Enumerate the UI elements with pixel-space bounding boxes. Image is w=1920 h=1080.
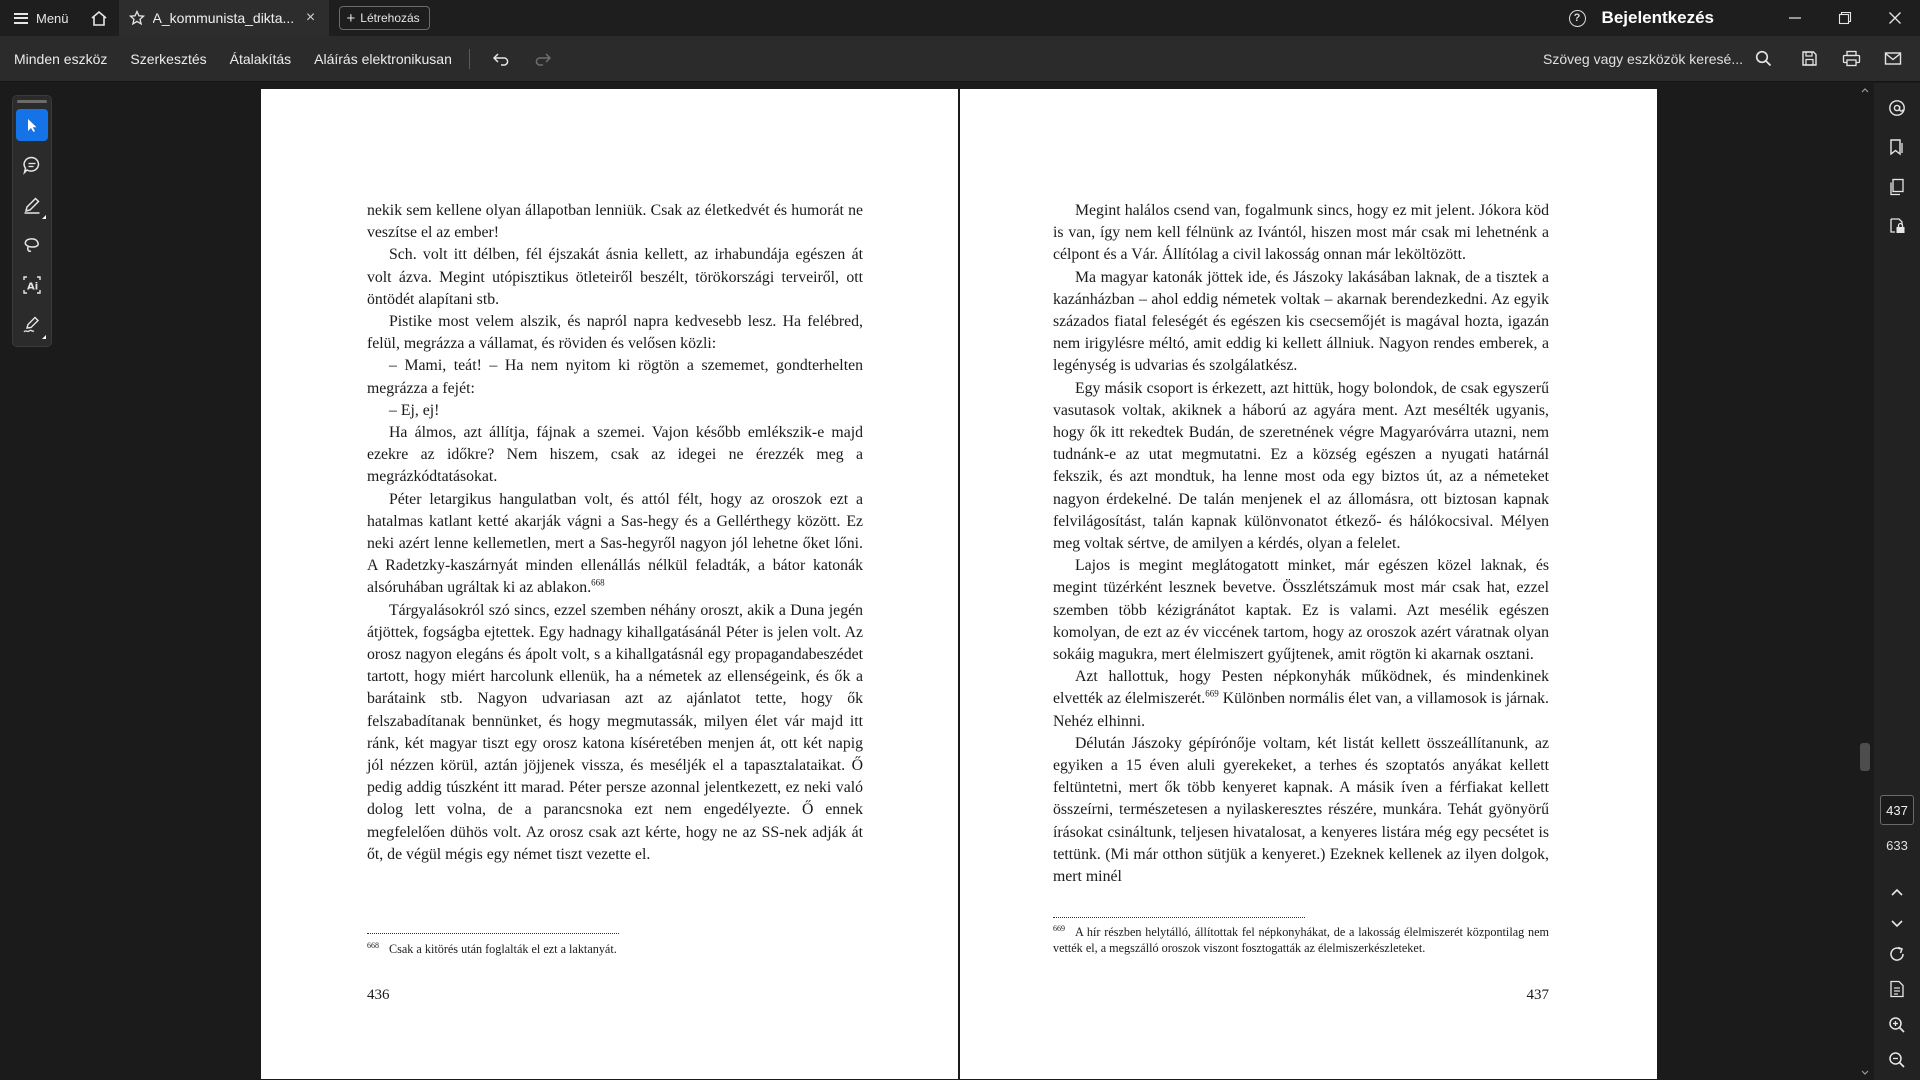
vertical-scrollbar[interactable] bbox=[1858, 83, 1872, 1080]
paragraph: Pistike most velem alszik, és napról napra kedvesebb lesz. Ha felébred, felül, megrázza a vállamat, és röviden és velősen közli: bbox=[367, 313, 863, 353]
save-button[interactable] bbox=[1788, 44, 1830, 74]
highlight-tool-button[interactable] bbox=[16, 189, 48, 221]
paragraph-text: Péter letargikus hangulatban volt, és attól félt, hogy az oroszok ezt a hatalmas katlant ketté akarják vágni a Sas-hegy és a Gellérthegy között. Ez neki azért lenne kellemetlen, mert a Sas-hegyről nagyon jól lehetne őket lőni. A Radetzky-kaszárnyát minden ellenállás nélkül feladták, a bátor katonák alsóruhában ugráltak ki az ablakon. bbox=[367, 490, 863, 597]
page-number: 437 bbox=[1526, 987, 1549, 1003]
current-page-input[interactable]: 437 bbox=[1880, 795, 1914, 825]
title-bar bbox=[0, 0, 1920, 36]
undo-icon bbox=[492, 52, 512, 66]
footnote-marker[interactable]: 668 bbox=[591, 578, 605, 589]
star-icon[interactable] bbox=[129, 10, 145, 26]
sign-in-button[interactable]: Bejelentkezés bbox=[1601, 8, 1714, 27]
tab-e-sign[interactable]: Aláírás elektronikusan bbox=[314, 50, 452, 67]
menu-button[interactable] bbox=[0, 0, 79, 36]
page-436 bbox=[261, 89, 958, 1079]
search-icon[interactable] bbox=[1755, 50, 1772, 67]
page-body-text bbox=[1053, 200, 1549, 888]
scroll-thumb[interactable] bbox=[1860, 743, 1870, 771]
comments-panel-button[interactable] bbox=[1882, 93, 1912, 123]
footnote-separator bbox=[1053, 917, 1305, 918]
svg-text:Ai: Ai bbox=[27, 281, 39, 293]
plus-icon: + bbox=[346, 9, 356, 27]
paragraph-with-footnote bbox=[1053, 666, 1549, 733]
footnote bbox=[367, 941, 863, 957]
paragraph: – Mami, teát! – Ha nem nyitom ki rögtön a szememet, gondterhelten megrázza a fejét: bbox=[367, 357, 863, 397]
page-fit-icon bbox=[1888, 980, 1906, 998]
close-window-button[interactable] bbox=[1870, 0, 1920, 36]
page-display-button[interactable] bbox=[1882, 974, 1912, 1004]
paragraph-with-footnote bbox=[367, 489, 863, 600]
toolbar-divider bbox=[469, 49, 470, 69]
tab-all-tools[interactable]: Minden eszköz bbox=[14, 50, 108, 67]
paragraph: Ha álmos, azt állítja, fájnak a szemei. Vajon később emlékszik-e majd ezekre az időkre? Nem hiszem, csak az idegei ne érezzék meg a megrázkódtatásokat. bbox=[367, 424, 863, 486]
paragraph: Lajos is megint meglátogatott minket, már egészen közel laknak, és megint tüzérként lesznek bevetve. Összlétszámuk most már csak hat, ezzel szemben több kézigránátot kaptak. Ez is valami. Azt mesélik egészen komolyan, de ezt az év viccének tartom, hogy az oroszok azért váratnak olyan sokáig magukra, mert élelmiszert gyűjtenek, amit rögtön ki akarnak osztani. bbox=[1053, 557, 1549, 664]
scroll-down-arrow[interactable] bbox=[1860, 1068, 1870, 1078]
right-side-rail bbox=[1874, 83, 1920, 1080]
more-options-indicator bbox=[42, 215, 46, 219]
search-box[interactable] bbox=[1543, 50, 1772, 67]
tab-convert[interactable]: Átalakítás bbox=[229, 50, 292, 67]
redo-button[interactable] bbox=[522, 44, 562, 74]
footnote-number: 669 bbox=[1053, 923, 1065, 933]
close-tab-icon[interactable]: × bbox=[305, 9, 316, 26]
hamburger-icon bbox=[14, 13, 28, 24]
zoom-in-button[interactable] bbox=[1882, 1010, 1912, 1040]
rotate-button[interactable] bbox=[1882, 939, 1912, 969]
tab-edit[interactable]: Szerkesztés bbox=[130, 50, 207, 67]
create-button[interactable] bbox=[339, 6, 430, 30]
email-button[interactable] bbox=[1872, 44, 1914, 74]
paragraph: Délután Jászoky gépírónője voltam, két listát kellett összeállítanunk, az egyiken a 15 éven aluli gyerekeket, a terhes és szoptatós anyákat kellett feltüntetni, mert ők több kenyeret kapnak. A másik íven a férfiakat kellett összeírni, természetesen a nyilaskeresztes részére, munkára. Tehát gyönyörű írásokat csináltunk, teljesen hivatalosat, a kenyeres listára még egy pecsétet is tettünk. (Mi már otthon sütjük a kenyeret.) Ezeknek kellenek az ilyen dolgok, mert minél bbox=[1053, 734, 1549, 886]
paragraph: Ma magyar katonák jöttek ide, és Jászoky lakásában laknak, de a tisztek a kazánházban – ahol eddig németek voltak – akarnak berendezkedni. Az egyik százados fiatal feleségét és egészen kis csecsemőjét is magával hozta, igazán nem irigylésre méltó, amit eddig ki kellett állniuk. Nagyon rendes emberek, a legénység is udvarias és szolgálatkész. bbox=[1053, 268, 1549, 375]
paragraph: Sch. volt itt délben, fél éjszakát ásnia kellett, az irhabundája egészen át volt ázva. Megint utópisztikus ötleteiről beszélt, törökországi terveiről, ott öntödét alapítani stb. bbox=[367, 246, 863, 308]
chevron-down-icon bbox=[1890, 919, 1904, 929]
document-tab[interactable] bbox=[119, 0, 329, 36]
select-tool-button[interactable] bbox=[16, 109, 48, 141]
home-button[interactable] bbox=[79, 0, 119, 36]
page-number: 436 bbox=[367, 987, 390, 1003]
zoom-out-button[interactable] bbox=[1882, 1045, 1912, 1075]
help-icon[interactable]: ? bbox=[1569, 10, 1586, 27]
protect-panel-button[interactable] bbox=[1882, 211, 1912, 241]
comment-tool-button[interactable] bbox=[16, 149, 48, 181]
restore-button[interactable] bbox=[1820, 0, 1870, 36]
at-comment-icon bbox=[1888, 99, 1906, 117]
pages-panel-button[interactable] bbox=[1882, 172, 1912, 202]
save-icon bbox=[1801, 50, 1818, 67]
total-pages: 633 bbox=[1886, 838, 1908, 853]
rotate-icon bbox=[1888, 945, 1906, 963]
footnote-text: Csak a kitörés után foglalták el ezt a laktanyát. bbox=[389, 942, 617, 956]
text-box-icon bbox=[22, 275, 42, 295]
close-icon bbox=[1888, 11, 1902, 25]
comment-icon bbox=[22, 155, 42, 175]
footnote-marker[interactable]: 669 bbox=[1205, 689, 1219, 700]
create-label: Létrehozás bbox=[360, 11, 420, 25]
pencil-icon bbox=[22, 195, 42, 215]
paragraph: Megint halálos csend van, fogalmunk sincs, hogy ez mit jelent. Jókora köd is van, így nem kell félnünk az Ivántól, hiszen most már csak mi lehetnénk a célpont és a Vár. Állítólag a civil lakosság onnan már leköltözött. bbox=[1053, 202, 1549, 264]
previous-page-button[interactable] bbox=[1882, 877, 1912, 907]
chevron-down-icon bbox=[1861, 1070, 1869, 1076]
print-button[interactable] bbox=[1830, 44, 1872, 74]
text-recognition-tool-button[interactable] bbox=[16, 269, 48, 301]
redo-icon bbox=[532, 52, 552, 66]
paragraph: Egy másik csoport is érkezett, azt hittük, hogy bolondok, de csak egyszerű vasutasok voltak, akiknek a háború az agyára ment. Azt mesélték ugyanis, hogy ők itt rekedtek Budán, de szeretnének végre Magyaróvárra utazni, nem tudnánk-e az utat megmutatni. Ez a község egészen a nyugati határnál fekszik, és azt mondtuk, ha lenne most oda egy biztos út, az a németeket nagyon érdekelné. De talán menjenek el az állomásra, ott biztosan kapnak felvilágosítást, talán kapnak különvonatot étkező- és hálókocsival. Mélyen meg voltak sértve, de amilyen a kérdés, olyan a felelet. bbox=[1053, 379, 1549, 553]
more-options-indicator bbox=[42, 335, 46, 339]
page-437 bbox=[960, 89, 1657, 1079]
chevron-up-icon bbox=[1861, 87, 1869, 93]
undo-button[interactable] bbox=[482, 44, 522, 74]
quick-tools-panel bbox=[12, 95, 52, 347]
menu-label: Menü bbox=[36, 10, 69, 26]
footnote-text: A hír részben helytálló, állítottak fel népkonyhákat, de a lakosság élelmiszerét központilag nem vették el, a megszálló oroszok viszont fosztogatták az élelmiszerkészleteket. bbox=[1053, 925, 1549, 955]
paragraph-text-tail: Különben normális élet van, a villamosok is járnak. Nehéz elhinni. bbox=[1053, 690, 1549, 730]
footnote-number: 668 bbox=[367, 940, 379, 950]
drag-handle[interactable] bbox=[17, 100, 47, 103]
paragraph: – Ej, ej! bbox=[389, 401, 440, 419]
scroll-up-arrow[interactable] bbox=[1860, 85, 1870, 95]
page-body-text bbox=[367, 200, 863, 866]
paragraph: Tárgyalásokról szó sincs, ezzel szemben néhány oroszt, akik a Duna jegén átjöttek, fogságba ejtettek. Egy hadnagy kihallgatásánál Péter is jelen volt. Az orosz nagyon elegáns és ápolt volt, s a kihallgatásnál egy propagandabeszédet tartott, hogy miért harcolunk ellenük, ha a németek az ellenségeink, és ők a barátaink stb. Nagyon udvariasan azt az ajánlatot tette, hogy ők felszabadítanak bennünket, és hogy megmutassák, milyen élet vár majd itt ránk, két magyar tiszt egy orosz katona kíséretében menjen át, ott két napig jól nézzen körül, aztán jöjjenek vissza, és meséljék el a tapasztalataikat. Ő pedig addig túszként itt marad. Péter persze azonnal jelentkezett, ez neki való dolog lett volna, de a parancsnoka ezt nem engedélyezte. Ő ennek megfelelően dühös volt. Az orosz csak azt kérte, hogy ne az SS-nek adják át őt, de végül mégis egy német tiszt vezette el. bbox=[367, 601, 863, 863]
bookmarks-panel-button[interactable] bbox=[1882, 132, 1912, 162]
chevron-up-icon bbox=[1890, 887, 1904, 897]
draw-tool-button[interactable] bbox=[16, 229, 48, 261]
mail-icon bbox=[1884, 51, 1902, 66]
sign-tool-button[interactable] bbox=[16, 309, 48, 341]
print-icon bbox=[1842, 50, 1861, 67]
pages-icon bbox=[1888, 178, 1906, 196]
signature-icon bbox=[22, 315, 42, 335]
footnote bbox=[1053, 924, 1549, 956]
paragraph-text: Azt hallottuk, hogy Pesten népkonyhák működnek, és mindenkinek elvették az élelmiszerét. bbox=[1053, 668, 1549, 708]
cursor-icon bbox=[24, 117, 40, 133]
search-input[interactable]: Szöveg vagy eszközök keresé... bbox=[1543, 50, 1743, 67]
minimize-button[interactable] bbox=[1770, 0, 1820, 36]
minimize-icon bbox=[1788, 11, 1802, 25]
main-toolbar bbox=[0, 36, 1920, 82]
lasso-icon bbox=[22, 235, 42, 255]
bookmark-icon bbox=[1888, 138, 1906, 156]
home-icon bbox=[90, 10, 108, 27]
lock-file-icon bbox=[1888, 217, 1906, 235]
restore-icon bbox=[1838, 11, 1852, 25]
paragraph: nekik sem kellene olyan állapotban lenniük. Csak az életkedvét és humorát ne veszítse el az ember! bbox=[367, 202, 863, 242]
document-canvas[interactable] bbox=[0, 83, 1860, 1080]
footnote-separator bbox=[367, 933, 619, 934]
zoom-in-icon bbox=[1888, 1016, 1906, 1034]
tab-title: A_kommunista_dikta... bbox=[152, 10, 295, 26]
zoom-out-icon bbox=[1888, 1051, 1906, 1069]
next-page-button[interactable] bbox=[1882, 909, 1912, 939]
